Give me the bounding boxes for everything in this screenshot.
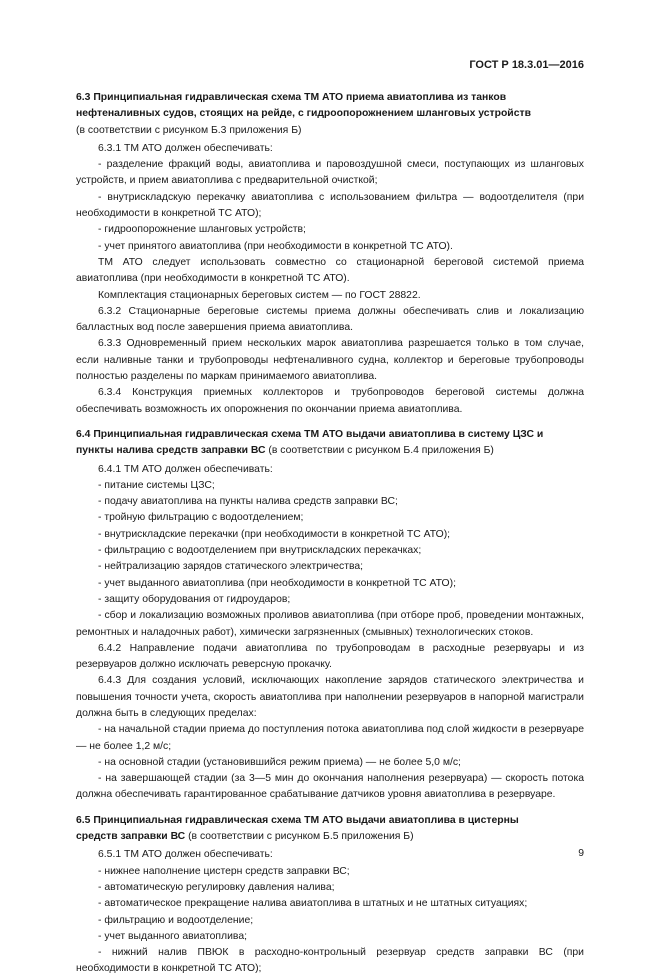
- list-item: - на основной стадии (установившийся режим приема) — не более 5,0 м/с;: [98, 756, 461, 768]
- list-item: - разделение фракций воды, авиатоплива и паровоздушной смеси, поступающих из шланговых устройств, и прием авиатоплива с предварительной очисткой;: [76, 159, 584, 187]
- section-6-4-body: [76, 462, 584, 804]
- section-6-3: [76, 90, 584, 139]
- section-6-5-body: [76, 847, 584, 977]
- section-6-3-body: [76, 141, 584, 418]
- list-item: - на завершающей стадии (за 3—5 мин до окончания наполнения резервуара) — скорость потока должна обеспечивать гарантированное срабатывание датчиков уровня авиатоплива в резервуаре.: [76, 773, 584, 801]
- document-header: ГОСТ Р 18.3.01—2016: [469, 59, 584, 71]
- list-item: - питание системы ЦЗС;: [98, 479, 215, 491]
- paragraph: 6.3.2 Стационарные береговые системы приема должны обеспечивать слив и локализацию балластных вод после завершения приема авиатоплива.: [76, 305, 584, 334]
- list-item: - гидроопорожнение шланговых устройств;: [98, 224, 306, 236]
- paragraph: Комплектация стационарных береговых систем — по ГОСТ 28822.: [98, 289, 421, 301]
- list-item: - автоматическую регулировку давления налива;: [98, 881, 335, 893]
- section-heading: 6.3 Принципиальная гидравлическая схема ТМ АТО приема авиатоплива из танков нефтеналивных судов, стоящих на рейде, с гидроопорожнением шланговых устройств (в соответствии с рисунком Б.3 приложения Б): [76, 92, 531, 136]
- section-6-5: [76, 813, 584, 846]
- list-item: - автоматическое прекращение налива авиатоплива в штатных и не штатных ситуациях;: [98, 898, 528, 910]
- paragraph: ТМ АТО следует использовать совместно со стационарной береговой системой приема авиатоплива (при необходимости в конкретной ТС АТО).: [76, 256, 584, 285]
- list-item: - нижнее наполнение цистерн средств заправки ВС;: [98, 865, 350, 877]
- list-item: - внутрискладскую перекачку авиатоплива с использованием фильтра — водоотделителя (при необходимости в конкретной ТС АТО);: [76, 191, 584, 220]
- list-item: - сбор и локализацию возможных проливов авиатоплива (при отборе проб, проведении монтажных, ремонтных и наладочных работ), химически загрязненных (смывных) технологических стоков.: [76, 610, 584, 638]
- list-item: - учет выданного авиатоплива (при необходимости в конкретной ТС АТО);: [98, 577, 456, 589]
- page-number: 9: [578, 848, 584, 859]
- section-heading: 6.4 Принципиальная гидравлическая схема ТМ АТО выдачи авиатоплива в систему ЦЗС и пункты налива средств заправки ВС (в соответствии с рисунком Б.4 приложения Б): [76, 428, 544, 457]
- paragraph: 6.4.2 Направление подачи авиатоплива по трубопроводам в расходные резервуары и из резервуаров должно исключать реверсную прокачку.: [76, 642, 584, 671]
- list-item: - фильтрацию с водоотделением при внутрискладских перекачках;: [98, 545, 422, 557]
- list-item: - нижний налив ПВЮК в расходно-контрольный резервуар средств заправки ВС (при необходимости в конкретной ТС АТО);: [76, 947, 584, 975]
- paragraph: 6.3.3 Одновременный прием нескольких марок авиатоплива разрешается только в том случае, если наливные танки и трубопроводы нефтеналивного судна, коллектор и береговые трубопроводы полностью разделены по маркам принимаемого авиатоплива.: [76, 338, 584, 383]
- paragraph: 6.4.3 Для создания условий, исключающих накопление зарядов статического электричества и повышения точности учета, скорость авиатоплива при наполнении резервуаров в напорной магистрали должна быть в следующих пределах:: [76, 675, 584, 719]
- paragraph: 6.5.1 ТМ АТО должен обеспечивать:: [98, 849, 273, 861]
- list-item: - нейтрализацию зарядов статического электричества;: [98, 561, 364, 573]
- paragraph: 6.3.4 Конструкция приемных коллекторов и трубопроводов береговой системы должна обеспечивать возможность их опорожнения по окончании приема авиатоплива.: [76, 387, 584, 415]
- document-body: [76, 90, 584, 978]
- list-item: - защиту оборудования от гидроударов;: [98, 593, 291, 605]
- paragraph: 6.4.1 ТМ АТО должен обеспечивать:: [98, 463, 273, 475]
- list-item: - фильтрацию и водоотделение;: [98, 914, 254, 926]
- list-item: - внутрискладские перекачки (при необходимости в конкретной ТС АТО);: [98, 528, 451, 540]
- section-heading: 6.5 Принципиальная гидравлическая схема ТМ АТО выдачи авиатоплива в цистерны средств заправки ВС (в соответствии с рисунком Б.5 приложения Б): [76, 814, 519, 843]
- list-item: - подачу авиатоплива на пункты налива средств заправки ВС;: [98, 496, 398, 508]
- list-item: - на начальной стадии приема до поступления потока авиатоплива под слой жидкости в резервуаре — не более 1,2 м/с;: [76, 724, 585, 752]
- list-item: - учет принятого авиатоплива (при необходимости в конкретной ТС АТО).: [98, 240, 453, 252]
- list-item: - учет выданного авиатоплива;: [98, 930, 247, 942]
- section-6-4: [76, 427, 584, 460]
- list-item: - тройную фильтрацию с водоотделением;: [98, 512, 304, 524]
- paragraph: 6.3.1 ТМ АТО должен обеспечивать:: [98, 142, 273, 154]
